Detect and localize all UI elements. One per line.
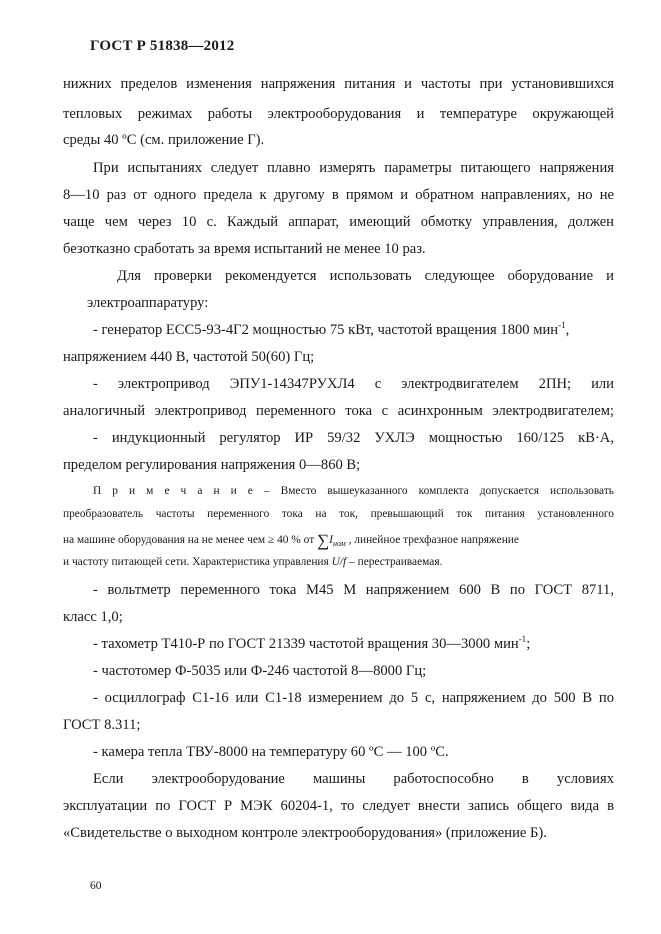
text-line: нижних пределов изменения напряжения питания и частоты при установившихся (63, 76, 614, 92)
text-line: ГОСТ 8.311; (63, 717, 141, 733)
note-line (63, 531, 614, 551)
text-span: ; (526, 636, 531, 652)
document-code-header: ГОСТ Р 51838—2012 (90, 38, 235, 54)
text-line: При испытаниях следует плавно измерять параметры питающего напряжения (93, 160, 614, 176)
text-line: - осциллограф С1-16 или С1-18 измерением до 5 с, напряжением до 500 В по (93, 690, 614, 706)
text-line: среды 40 ºС (см. приложение Г). (63, 132, 265, 148)
text-line: Если электрооборудование машины работоспособно в условиях (93, 771, 614, 787)
superscript: -1 (518, 634, 527, 645)
note-line: преобразователь частоты переменного тока на ток, превышающий ток питания установленного (63, 508, 614, 520)
uf-symbol: U/f (331, 556, 347, 568)
note-text: – Вместо вышеуказанного комплекта допускается использовать (263, 485, 614, 497)
text-line: «Свидетельстве о выходном контроле электрооборудования» (приложение Б). (63, 825, 547, 841)
text-line (93, 636, 530, 653)
note-line (93, 485, 614, 497)
note-label: П р и м е ч а н и е (93, 485, 253, 497)
text-line: безотказно сработать за время испытаний не менее 10 раз. (63, 241, 426, 257)
nominal-subscript: ном (332, 539, 346, 548)
text-line: - вольтметр переменного тока М45 М напряжением 600 В по ГОСТ 8711, (93, 582, 614, 598)
text-line (93, 322, 614, 339)
text-line: - частотомер Ф-5035 или Ф-246 частотой 8—8000 Гц; (93, 663, 427, 679)
text-line: электроаппаратуру: (87, 295, 209, 311)
text-line: - индукционный регулятор ИР 59/32 УХЛЭ мощностью 160/125 кВ·А, (93, 430, 614, 446)
note-text: и частоту питающей сети. Характеристика управления (63, 556, 329, 568)
text-line: - электропривод ЭПУ1-14347РУХЛ4 с электродвигателем 2ПН; или (93, 376, 614, 392)
note-text: на машине оборудования на не менее чем ≥ 40 % от (63, 534, 315, 546)
text-line: тепловых режимах работы электрооборудования и температуре окружающей (63, 106, 614, 122)
text-line: напряжением 440 В, частотой 50(60) Гц; (63, 349, 315, 365)
text-span: - генератор ЕСС5-93-4Г2 мощностью 75 кВт, частотой вращения 1800 мин (93, 322, 559, 338)
current-symbol: I (329, 534, 333, 546)
text-line: Для проверки рекомендуется использовать следующее оборудование и (117, 268, 614, 284)
sum-symbol: ∑ (317, 531, 330, 550)
superscript: -1 (558, 320, 566, 331)
text-span: - тахометр Т410-Р по ГОСТ 21339 частотой вращения 30—3000 мин (93, 636, 519, 652)
text-line: класс 1,0; (63, 609, 123, 625)
text-line: аналогичный электропривод переменного тока с асинхронным электродвигателем; (63, 403, 614, 419)
note-text: – перестраиваемая. (349, 556, 443, 568)
text-line: 8—10 раз от одного предела к другому в прямом и обратном направлениях, но не (63, 187, 614, 203)
text-line: пределом регулирования напряжения 0—860 В; (63, 457, 361, 473)
note-text: , линейное трехфазное напряжение (348, 534, 519, 546)
text-line: чаще чем через 10 с. Каждый аппарат, имеющий обмотку управления, должен (63, 214, 614, 230)
text-line: - камера тепла ТВУ-8000 на температуру 60 ºС — 100 ºС. (93, 744, 449, 760)
page-number: 60 (90, 880, 102, 892)
note-line (63, 556, 442, 568)
text-line: эксплуатации по ГОСТ Р МЭК 60204-1, то следует внести запись общего вида в (63, 798, 614, 814)
text-span: , (565, 322, 570, 338)
